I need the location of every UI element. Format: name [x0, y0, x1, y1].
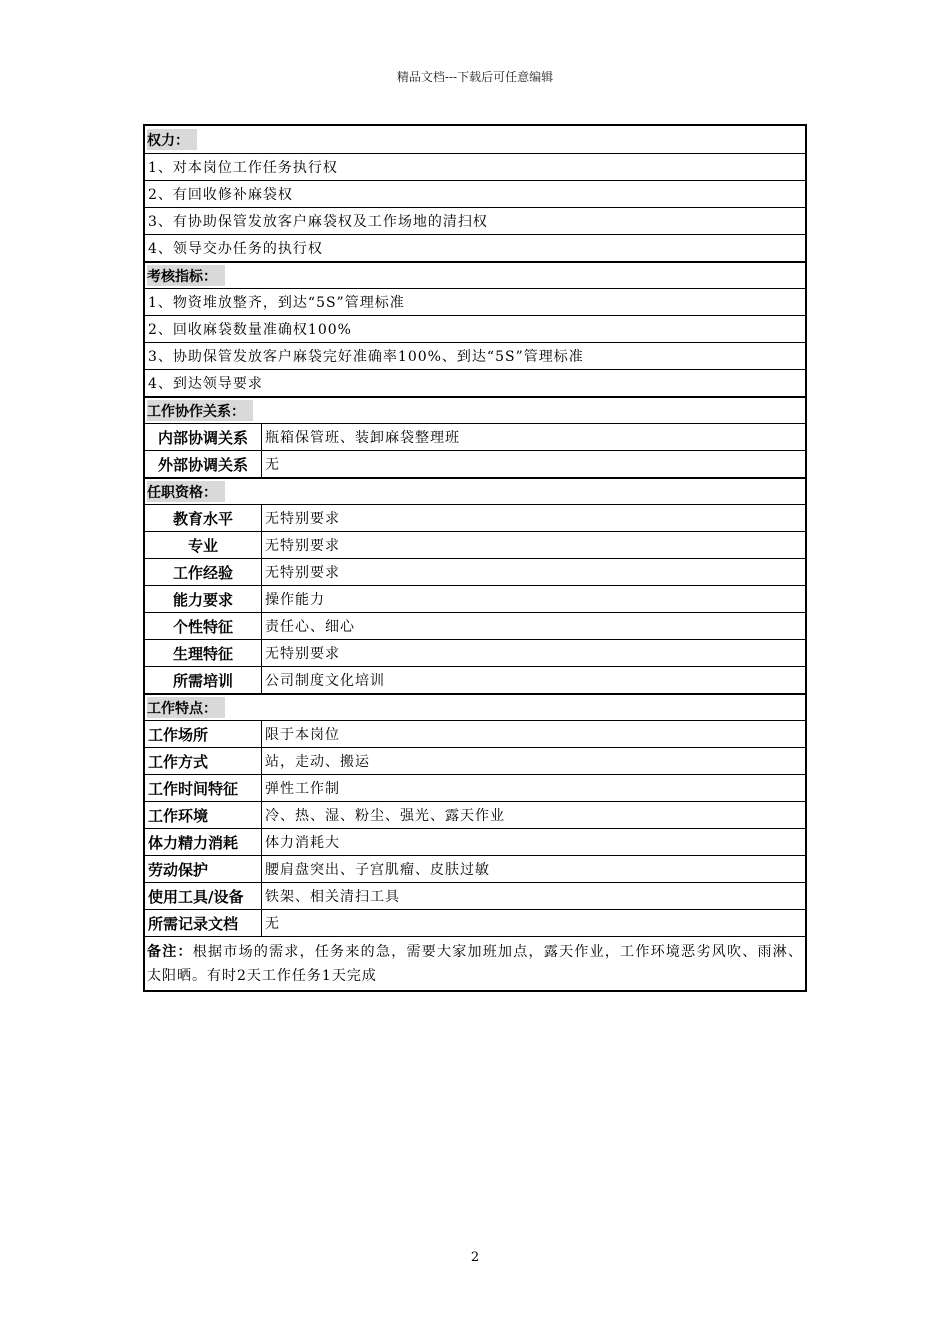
table-row: [145, 504, 805, 531]
field-value: 无: [265, 916, 280, 932]
field-value: 站，走动、搬运: [265, 754, 370, 770]
field-value: 操作能力: [265, 592, 325, 608]
table-row: [145, 828, 805, 855]
table-row: [145, 882, 805, 909]
table-row: [145, 450, 805, 477]
table-row: [145, 720, 805, 747]
section-title: 权力：: [147, 129, 197, 150]
note-text: 根据市场的需求，任务来的急，需要大家加班加点，露天作业，工作环境恶劣风吹、雨淋、太阳晒。有时2天工作任务1天完成: [147, 944, 804, 984]
field-label: 外部协调关系: [145, 451, 262, 477]
field-label: 所需培训: [145, 667, 262, 693]
table-row: [145, 855, 805, 882]
field-value: 无特别要求: [265, 646, 340, 662]
field-value: 体力消耗大: [265, 835, 340, 851]
section-title: 工作协作关系：: [147, 400, 253, 421]
field-value: 瓶箱保管班、装卸麻袋整理班: [265, 430, 460, 446]
field-label: 教育水平: [145, 505, 262, 531]
section-power-title: [145, 126, 805, 153]
list-item: 1、对本岗位工作任务执行权: [145, 153, 805, 180]
section-title: 工作特点：: [147, 697, 225, 718]
page-header: 精品文档---下载后可任意编辑: [396, 70, 554, 84]
field-value: 无: [265, 457, 280, 473]
field-label: 劳动保护: [145, 856, 262, 882]
table-row: [145, 558, 805, 585]
field-label: 工作经验: [145, 559, 262, 585]
field-value: 无特别要求: [265, 511, 340, 527]
table-row: [145, 747, 805, 774]
list-item: 2、回收麻袋数量准确权100%: [145, 315, 805, 342]
field-value: 限于本岗位: [265, 727, 340, 743]
table-row: [145, 666, 805, 693]
field-label: 工作时间特征: [145, 775, 262, 801]
table-row: [145, 639, 805, 666]
field-label: 工作场所: [145, 721, 262, 747]
field-value: 腰肩盘突出、子宫肌瘤、皮肤过敏: [265, 862, 490, 878]
field-value: 无特别要求: [265, 538, 340, 554]
field-label: 体力精力消耗: [145, 829, 262, 855]
table-row: [145, 423, 805, 450]
section-title: 任职资格：: [147, 481, 225, 502]
section-qualification-title: [145, 477, 805, 504]
field-value: 冷、热、湿、粉尘、强光、露天作业: [265, 808, 505, 824]
table-row: [145, 585, 805, 612]
section-features-title: [145, 693, 805, 720]
list-item: 4、到达领导要求: [145, 369, 805, 396]
section-relations-title: [145, 396, 805, 423]
page-number: 2: [470, 1250, 480, 1265]
note-section: [145, 936, 805, 990]
field-label: 使用工具/设备: [145, 883, 262, 909]
job-description-table: [143, 124, 807, 992]
field-label: 工作环境: [145, 802, 262, 828]
table-row: [145, 774, 805, 801]
table-row: [145, 531, 805, 558]
list-item: 4、领导交办任务的执行权: [145, 234, 805, 261]
list-item: 2、有回收修补麻袋权: [145, 180, 805, 207]
field-label: 生理特征: [145, 640, 262, 666]
field-label: 工作方式: [145, 748, 262, 774]
list-item: 1、物资堆放整齐，到达“5S”管理标准: [145, 288, 805, 315]
list-item: 3、协助保管发放客户麻袋完好准确率100%、到达“5S”管理标准: [145, 342, 805, 369]
table-row: [145, 612, 805, 639]
field-label: 个性特征: [145, 613, 262, 639]
field-value: 无特别要求: [265, 565, 340, 581]
field-value: 弹性工作制: [265, 781, 340, 797]
table-row: [145, 801, 805, 828]
field-value: 责任心、细心: [265, 619, 355, 635]
field-value: 铁架、相关清扫工具: [265, 889, 400, 905]
field-label: 能力要求: [145, 586, 262, 612]
note-label: 备注：: [147, 944, 193, 960]
field-label: 内部协调关系: [145, 424, 262, 450]
table-row: [145, 909, 805, 936]
section-title: 考核指标：: [147, 265, 225, 286]
section-kpi-title: [145, 261, 805, 288]
field-value: 公司制度文化培训: [265, 673, 385, 689]
field-label: 所需记录文档: [145, 910, 262, 936]
field-label: 专业: [145, 532, 262, 558]
list-item: 3、有协助保管发放客户麻袋权及工作场地的清扫权: [145, 207, 805, 234]
